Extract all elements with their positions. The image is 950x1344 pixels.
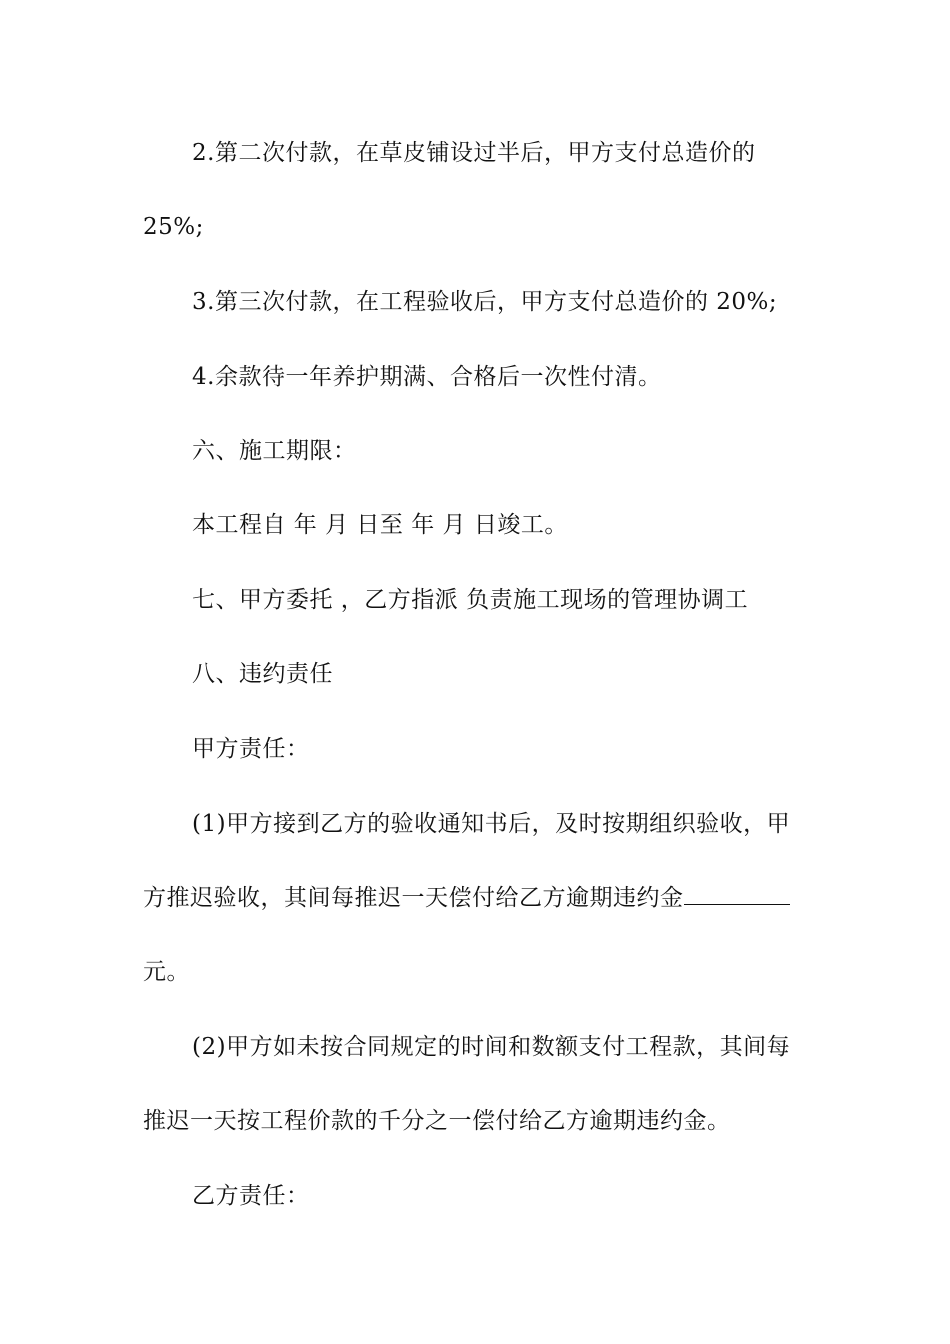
paragraph-line: 25%;: [143, 214, 204, 240]
section-heading: 八、违约责任: [192, 661, 333, 687]
paragraph-line: 3.第三次付款，在工程验收后，甲方支付总造价的 20%;: [192, 289, 778, 315]
paragraph-line: 元。: [143, 959, 190, 985]
paragraph-line: (1)甲方接到乙方的验收通知书后，及时按期组织验收，甲: [192, 811, 791, 837]
section-heading: 六、施工期限：: [192, 438, 357, 464]
paragraph-line: 2.第二次付款，在草皮铺设过半后，甲方支付总造价的: [192, 140, 756, 166]
fill-in-blank: [684, 886, 790, 905]
paragraph-line-with-blank: [143, 883, 790, 913]
paragraph-line: 本工程自 年 月 日至 年 月 日竣工。: [192, 512, 568, 538]
paragraph-line: (2)甲方如未按合同规定的时间和数额支付工程款，其间每: [192, 1034, 791, 1060]
paragraph-line: 推迟一天按工程价款的千分之一偿付给乙方逾期违约金。: [143, 1108, 731, 1134]
paragraph-line: 4.余款待一年养护期满、合格后一次性付清。: [192, 364, 662, 390]
paragraph-line: 七、甲方委托 ，乙方指派 负责施工现场的管理协调工: [192, 587, 749, 613]
subheading: 甲方责任：: [192, 736, 310, 762]
paragraph-text: 方推迟验收，其间每推迟一天偿付给乙方逾期违约金: [143, 885, 684, 911]
subheading: 乙方责任：: [192, 1183, 310, 1209]
